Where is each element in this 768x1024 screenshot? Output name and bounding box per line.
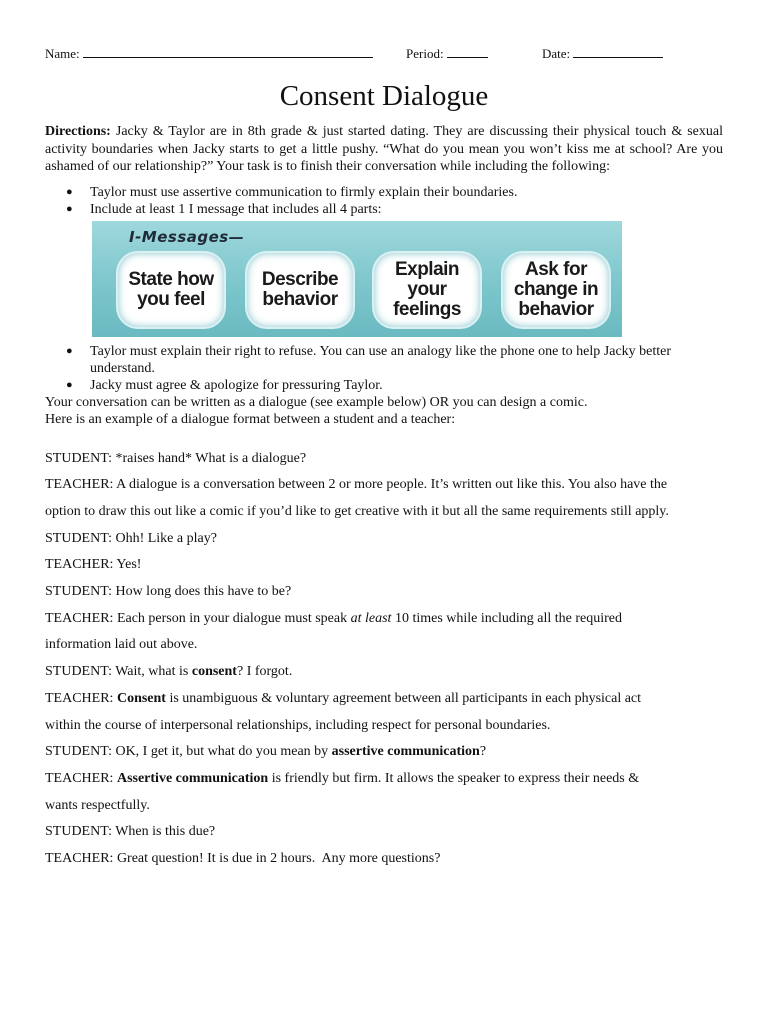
requirements-list-top	[45, 184, 723, 218]
emphasis-text: at least	[350, 610, 392, 626]
example-dialogue	[45, 446, 723, 873]
dialogue-line: option to draw this out like a comic if you’d like to get creative with it but all the same requirements still apply.	[45, 503, 669, 519]
pill-line: behavior	[518, 298, 594, 320]
pill-line: Explain	[394, 258, 460, 280]
dialogue-line: STUDENT: How long does this have to be?	[45, 584, 292, 600]
list-item: ● Include at least 1 I message that includes all 4 parts:	[45, 201, 723, 218]
dialogue-line	[45, 766, 723, 793]
date-label: Date:	[542, 46, 571, 61]
dialogue-line	[45, 686, 723, 713]
directions-text: Jacky & Taylor are in 8th grade & just started dating. They are discussing their physical touch & sexual activity boundaries when Jacky starts to get a little pushy. “What do you mean you won’t kiss me at school? Are you ashamed of our relationship?” Your task is to finish their conversation while including the following:	[45, 124, 723, 174]
period-field[interactable]	[406, 44, 488, 62]
pill-line: State how	[128, 268, 214, 290]
i-messages-graphic	[92, 221, 622, 337]
name-label: Name:	[45, 46, 80, 61]
directions-paragraph	[45, 123, 723, 176]
date-field[interactable]	[542, 44, 663, 62]
text-run: 10 times while including all the required	[391, 610, 623, 626]
pill-line: Describe	[261, 268, 339, 290]
i-messages-title: I-Messages—	[129, 227, 245, 246]
text-run: STUDENT: OK, I get it, but what do you mean by	[45, 744, 332, 760]
dialogue-line: STUDENT: When is this due?	[45, 824, 216, 840]
pill-line: feelings	[393, 298, 461, 320]
conversation-format-note: Your conversation can be written as a dialogue (see example below) OR you can design a comic.	[45, 394, 588, 410]
i-message-part-describe-behavior	[247, 253, 353, 327]
text-run: ?	[479, 744, 487, 760]
page-title: Consent Dialogue	[279, 80, 489, 112]
dialogue-line	[45, 739, 723, 766]
worksheet-page	[45, 44, 723, 873]
period-blank-line[interactable]	[447, 44, 488, 58]
dialogue-line: STUDENT: *raises hand* What is a dialogue?	[45, 450, 307, 466]
text-run: is friendly but firm. It allows the speaker to express their needs &	[268, 770, 640, 786]
name-field[interactable]	[45, 44, 373, 62]
bold-term: Assertive communication	[116, 770, 269, 786]
dialogue-line: TEACHER: A dialogue is a conversation between 2 or more people. It’s written out like this. You also have the	[45, 477, 668, 493]
list-item: ● Jacky must agree & apologize for pressuring Taylor.	[45, 377, 723, 394]
example-intro: Here is an example of a dialogue format between a student and a teacher:	[45, 411, 456, 427]
dialogue-line: within the course of interpersonal relationships, including respect for personal boundaries.	[45, 717, 551, 733]
text-run: STUDENT: Wait, what is	[45, 664, 192, 680]
dialogue-line: information laid out above.	[45, 637, 198, 653]
dialogue-line: STUDENT: Ohh! Like a play?	[45, 530, 217, 546]
i-message-part-explain-feelings	[374, 253, 480, 327]
i-message-part-state-feeling	[118, 253, 224, 327]
dialogue-line: TEACHER: Yes!	[45, 557, 142, 573]
dialogue-line	[45, 659, 723, 686]
text-run: TEACHER:	[45, 770, 117, 786]
bold-term: assertive communication	[331, 744, 480, 760]
text-run: TEACHER: Each person in your dialogue must speak	[45, 610, 351, 626]
pill-line: behavior	[262, 288, 338, 310]
requirements-list-bottom	[45, 343, 723, 394]
pill-line: change in	[513, 278, 599, 300]
dialogue-line: TEACHER: Great question! It is due in 2 hours. Any more questions?	[45, 851, 441, 867]
pill-line: your	[407, 278, 447, 300]
text-run: TEACHER:	[45, 690, 117, 706]
list-item: ● Taylor must use assertive communication to firmly explain their boundaries.	[45, 184, 723, 201]
bold-term: Consent	[116, 690, 166, 706]
header-fields	[45, 44, 723, 66]
period-label: Period:	[406, 46, 444, 61]
list-item: ● Taylor must explain their right to refuse. You can use an analogy like the phone one to help Jacky better understand.	[45, 343, 723, 377]
dialogue-line	[45, 606, 723, 633]
dialogue-line: wants respectfully.	[45, 797, 150, 813]
directions-label: Directions:	[45, 124, 111, 139]
pill-line: you feel	[137, 288, 205, 310]
text-run: is unambiguous & voluntary agreement between all participants in each physical act	[165, 690, 642, 706]
i-message-part-ask-for-change	[503, 253, 609, 327]
pill-line: Ask for	[525, 258, 587, 280]
bold-term: consent	[191, 664, 237, 680]
date-blank-line[interactable]	[573, 44, 663, 58]
name-blank-line[interactable]	[83, 44, 373, 58]
text-run: ? I forgot.	[236, 664, 293, 680]
